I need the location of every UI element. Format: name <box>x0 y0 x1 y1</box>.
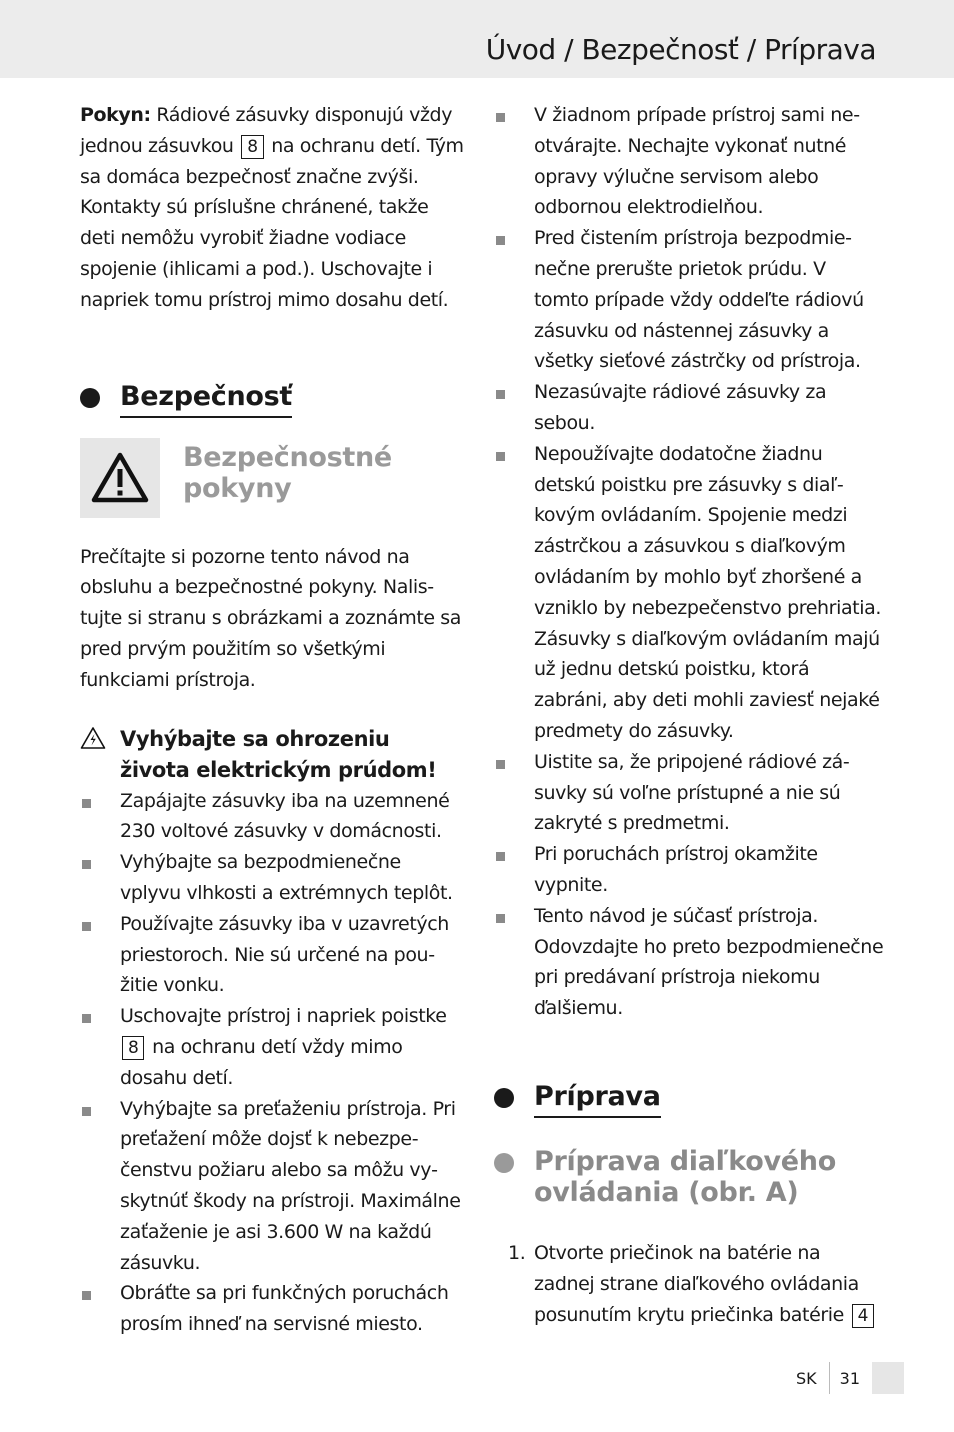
note-paragraph <box>80 100 465 316</box>
page-number: 31 <box>839 1368 860 1388</box>
part-ref-box: 8 <box>122 1036 144 1060</box>
list-item: Používajte zásuvky iba v uzavretých priestoroch. Nie sú určené na použitie vonku. <box>80 909 465 1001</box>
list-item: Vyhýbajte sa bezpodmienečne vplyvu vlhkosti a extrémnych teplôt. <box>80 847 465 909</box>
bullet-square-icon <box>496 236 505 245</box>
list-item: Zapájajte zásuvky iba na uzemnené 230 voltové zásuvky v domácnosti. <box>80 786 465 848</box>
intro-paragraph: Prečítajte si pozorne tento návod na obsluhu a bezpečnostné pokyny. Nalistujte si stranu s obrázkami a zoznámte sa pred prvým použitím so všetkými funkciami prístroja. <box>80 545 462 691</box>
section-heading-preparation: Príprava <box>494 1080 884 1118</box>
bullet-square-icon <box>82 1014 91 1023</box>
bullet-square-icon <box>496 914 505 923</box>
danger-heading: Vyhýbajte sa ohrozeniu života elektrickým prúdom! <box>80 724 465 786</box>
note-text-post: na ochranu detí. Tým sa domáca bezpečnosť značne zvýši. Kontakty sú príslušne chránené, takže deti nemôžu vyrobiť žiadne vodiace spojenie (ihlicami a pod.). Uschovajte i napriek tomu prístroj mimo dosahu detí. <box>80 134 464 311</box>
heading-bullet-icon <box>494 1088 514 1108</box>
left-column <box>80 100 465 1340</box>
bullet-square-icon <box>82 860 91 869</box>
note-text-pre: Rádiové zásuvky disponujú vždy jednou zásuvkou <box>80 104 453 157</box>
list-item: Nezasúvajte rádiové zásuvky za sebou. <box>494 377 884 439</box>
list-item: Uschovajte prístroj i napriek poistke 8 na ochranu detí vždy mimo dosahu detí. <box>80 1001 465 1093</box>
part-ref-box: 4 <box>852 1304 874 1328</box>
safety-bullet-list-continued <box>494 100 884 1024</box>
safety-instructions-heading: Bezpečnostné pokyny <box>183 441 392 504</box>
list-item: V žiadnom prípade prístroj sami neotvárajte. Nechajte vykonať nutné opravy výlučne servisom alebo odbornou elektrodielňou. <box>494 100 884 223</box>
heading-bullet-icon <box>80 388 100 408</box>
list-item: Obráťte sa pri funkčných poruchách prosím ihneď na servisné miesto. <box>80 1278 465 1340</box>
list-item: 1. Otvorte priečinok na batérie na zadnej strane diaľkového ovládania posunutím krytu priečinka batérie 4 <box>494 1238 884 1330</box>
subheading-remote-preparation: Príprava diaľkového ovládania (obr. A) <box>494 1146 884 1208</box>
footer-tab <box>872 1362 904 1394</box>
list-item: Uistite sa, že pripojené rádiové zásuvky sú voľne prístupné a nie sú zakryté s predmetmi. <box>494 747 884 839</box>
language-code: SK <box>795 1368 817 1388</box>
page-title: Úvod / Bezpečnosť / Príprava <box>485 33 876 66</box>
list-item: Nepoužívajte dodatočne žiadnu detskú poistku pre zásuvky s diaľkovým ovládaním. Spojenie medzi zástrčkou a zásuvkou s diaľkovým ovládaním by mohlo byť zhoršené a vzniklo by nebezpečenstvo prehriatia. Zásuvky s diaľkovým ovládaním majú už jednu detskú poistku, ktorá zabráni, aby deti mohli zaviesť nejaké predmety do zásuvky. <box>494 439 884 747</box>
steps-list <box>494 1238 884 1330</box>
part-ref-box: 8 <box>241 135 263 159</box>
bullet-square-icon <box>496 390 505 399</box>
warning-triangle-small-icon <box>80 726 106 750</box>
list-item: Tento návod je súčasť prístroja. Odovzdajte ho preto bezpodmienečne pri predávaní prístroja niekomu ďalšiemu. <box>494 901 884 1024</box>
warning-triangle-icon <box>80 438 160 518</box>
bullet-square-icon <box>496 452 505 461</box>
bullet-square-icon <box>496 760 505 769</box>
bullet-square-icon <box>82 922 91 931</box>
list-item: Vyhýbajte sa preťaženiu prístroja. Pri preťažení môže dojsť k nebezpečenstvu požiaru alebo sa môžu vyskytnúť škody na prístroji. Maximálne zaťaženie je asi 3.600 W na každú zásuvku. <box>80 1094 465 1279</box>
step-number: 1. <box>508 1241 526 1264</box>
bullet-square-icon <box>82 1291 91 1300</box>
bullet-square-icon <box>496 113 505 122</box>
list-item: Pri poruchách prístroj okamžite vypnite. <box>494 839 884 901</box>
right-column <box>494 100 884 1330</box>
bullet-square-icon <box>496 852 505 861</box>
note-label: Pokyn: <box>80 104 151 126</box>
bullet-square-icon <box>82 1107 91 1116</box>
subheading-bullet-icon <box>494 1153 514 1173</box>
section-heading-safety: Bezpečnosť <box>80 380 465 418</box>
bullet-square-icon <box>82 799 91 808</box>
page-footer <box>796 1362 904 1394</box>
safety-instructions-block <box>80 438 465 518</box>
list-item: Pred čistením prístroja bezpodmienečne prerušte prietok prúdu. V tomto prípade vždy oddeľte rádiovú zásuvku od nástennej zásuvky a všetky sieťové zástrčky od prístroja. <box>494 223 884 377</box>
safety-bullet-list <box>80 786 465 1340</box>
